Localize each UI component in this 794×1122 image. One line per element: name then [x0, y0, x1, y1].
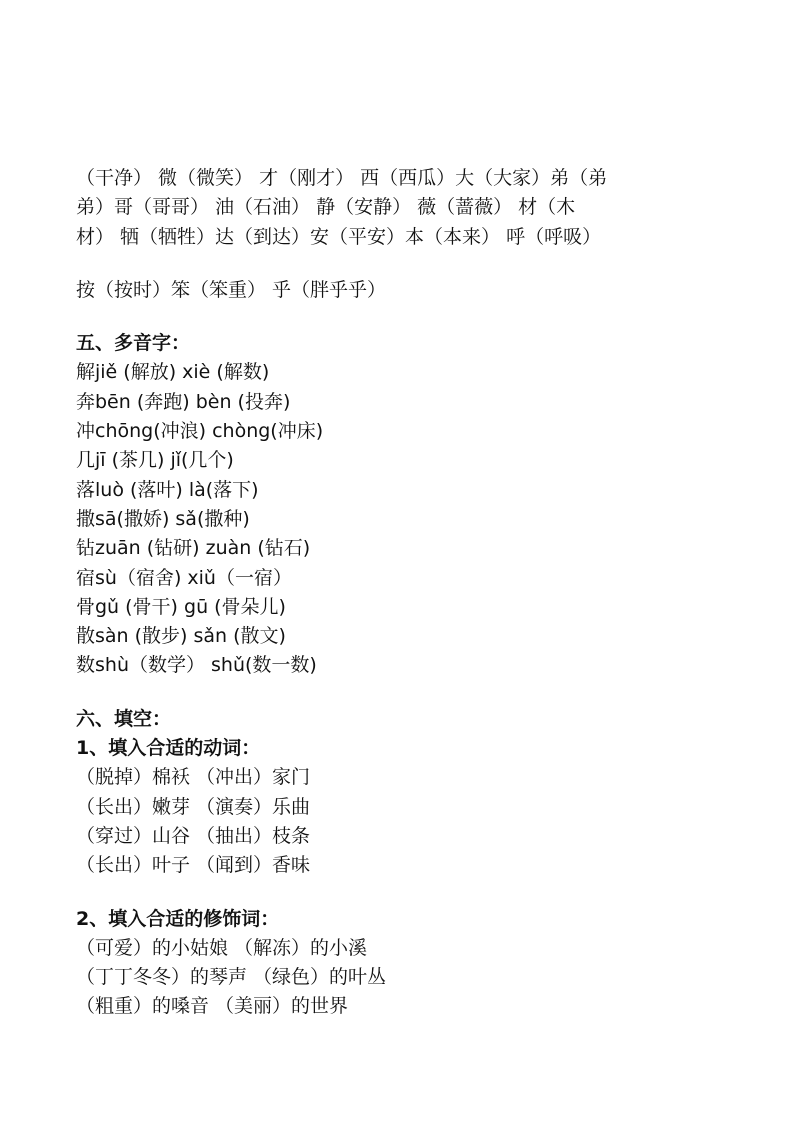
- word-list-line: （干净） 微（微笑） 才（刚才） 西（西瓜）大（大家）弟（弟: [76, 167, 608, 189]
- modifier-line: （可爱）的小姑娘 （解冻）的小溪: [76, 936, 368, 959]
- spacer: [76, 252, 676, 276]
- polyphone-line: 几jī (茶几) jǐ(几个): [76, 449, 234, 472]
- polyphone-line: 解jiě (解放) xiè (解数): [76, 361, 270, 384]
- word-list-line: 弟）哥（哥哥） 油（石油） 静（安静） 薇（蔷薇） 材（木: [76, 196, 576, 219]
- polyphone-line: 奔bēn (奔跑) bèn (投奔): [76, 390, 291, 413]
- modifier-line: （粗重）的嗓音 （美丽）的世界: [76, 995, 349, 1018]
- polyphone-line: 钻zuān (钻研) zuàn (钻石): [76, 537, 311, 560]
- verb-line: （脱掉）棉袄 （冲出）家门: [76, 766, 311, 789]
- word-list-line: 材） 牺（牺牲）达（到达）安（平安）本（本来） 呼（呼吸）: [76, 225, 602, 248]
- fill-blank-section: [76, 705, 676, 1022]
- section-title: 五、多音字：: [76, 332, 191, 355]
- word-list-block-2: [76, 276, 676, 305]
- spacer: [76, 681, 676, 705]
- section-title: 六、填空：: [76, 707, 172, 730]
- verb-line: （长出）嫩芽 （演奏）乐曲: [76, 795, 311, 818]
- polyphone-line: 冲chōng(冲浪) chòng(冲床): [76, 420, 324, 443]
- polyphone-line: 落luò (落叶) là(落下): [76, 478, 259, 501]
- subsection-title-verbs: 1、填入合适的动词：: [76, 737, 261, 760]
- polyphone-line: 数shù（数学） shǔ(数一数): [76, 654, 317, 677]
- polyphone-line: 散sàn (散步) sǎn (散文): [76, 625, 286, 648]
- word-list-line: 按（按时）笨（笨重） 乎（胖乎乎）: [76, 278, 387, 301]
- spacer: [76, 305, 676, 329]
- polyphone-line: 宿sù（宿舍) xiǔ（一宿）: [76, 566, 292, 589]
- subsection-title-modifiers: 2、填入合适的修饰词：: [76, 907, 280, 930]
- document-page: [76, 164, 676, 1022]
- word-list-block: [76, 164, 676, 252]
- modifier-line: （丁丁冬冬）的琴声 （绿色）的叶丛: [76, 966, 387, 989]
- polyphone-section: [76, 329, 676, 681]
- polyphone-line: 骨gǔ (骨干) gū (骨朵儿): [76, 595, 286, 618]
- verb-line: （穿过）山谷 （抽出）枝条: [76, 824, 311, 847]
- polyphone-line: 撒sā(撒娇) sǎ(撒种): [76, 507, 250, 530]
- spacer: [76, 881, 676, 905]
- verb-line: （长出）叶子 （闻到）香味: [76, 854, 311, 877]
